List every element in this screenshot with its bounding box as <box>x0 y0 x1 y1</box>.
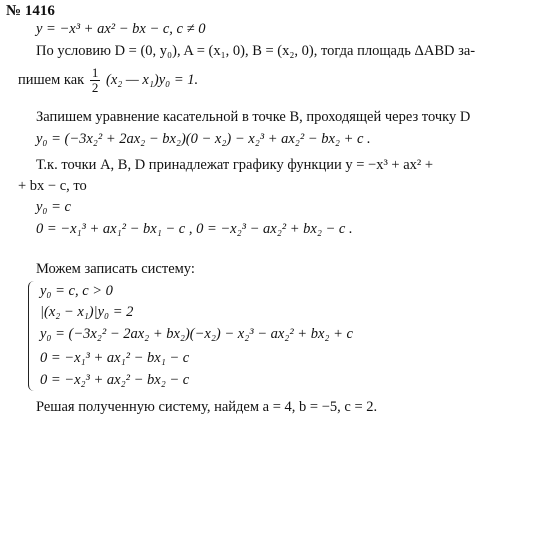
tangent-intro: Запишем уравнение касательной в точке B, проходящей через точку D <box>36 109 471 125</box>
system-row-2: |(x₂ − x₁)|y₀ = 2 <box>40 304 134 320</box>
system-intro: Можем записать систему: <box>36 261 195 277</box>
y0-equation: y₀ = c <box>36 199 71 215</box>
system-row-3: y₀ = (−3x₂² − 2ax₂ + bx₂)(−x₂) − x₂³ − ax₂² + bx₂ + c <box>40 326 353 342</box>
area-expression: (x₂ — x₁)y₀ = 1. <box>105 71 199 88</box>
function-equation: y = −x³ + ax² − bx − c, c ≠ 0 <box>36 21 206 37</box>
belongs-line-1: Т.к. точки A, B, D принадлежат графику функции y = −x³ + ax² + <box>36 157 434 173</box>
system-row-1: y₀ = c, c > 0 <box>40 283 113 299</box>
fraction-numerator: 1 <box>91 65 99 80</box>
belongs-line-2: + bx − c, то <box>18 178 87 194</box>
system-row-4: 0 = −x₁³ + ax₁² − bx₁ − c <box>40 350 190 366</box>
system-row-5: 0 = −x₂³ + ax₂² − bx₂ − c <box>40 372 190 388</box>
tangent-equation: y₀ = (−3x₂² + 2ax₂ − bx₂)(0 − x₂) − x₂³ + ax₂² − bx₂ + c . <box>36 131 371 147</box>
problem-number: № 1416 <box>6 3 55 19</box>
fraction-denominator: 2 <box>91 80 99 95</box>
condition-line-2 <box>18 66 198 95</box>
zero-equations: 0 = −x₁³ + ax₁² − bx₁ − c , 0 = −x₂³ − ax₂² + bx₂ − c . <box>36 221 353 237</box>
answer-line: Решая полученную систему, найдем a = 4, b = −5, c = 2. <box>36 399 378 415</box>
condition-line-1: По условию D = (0, y₀), A = (x₁, 0), B = (x₂, 0), тогда площадь ΔABD за- <box>36 43 476 59</box>
one-half-fraction <box>90 66 101 95</box>
system-brace <box>28 281 36 391</box>
condition-line-2-prefix: пишем как <box>18 71 85 88</box>
